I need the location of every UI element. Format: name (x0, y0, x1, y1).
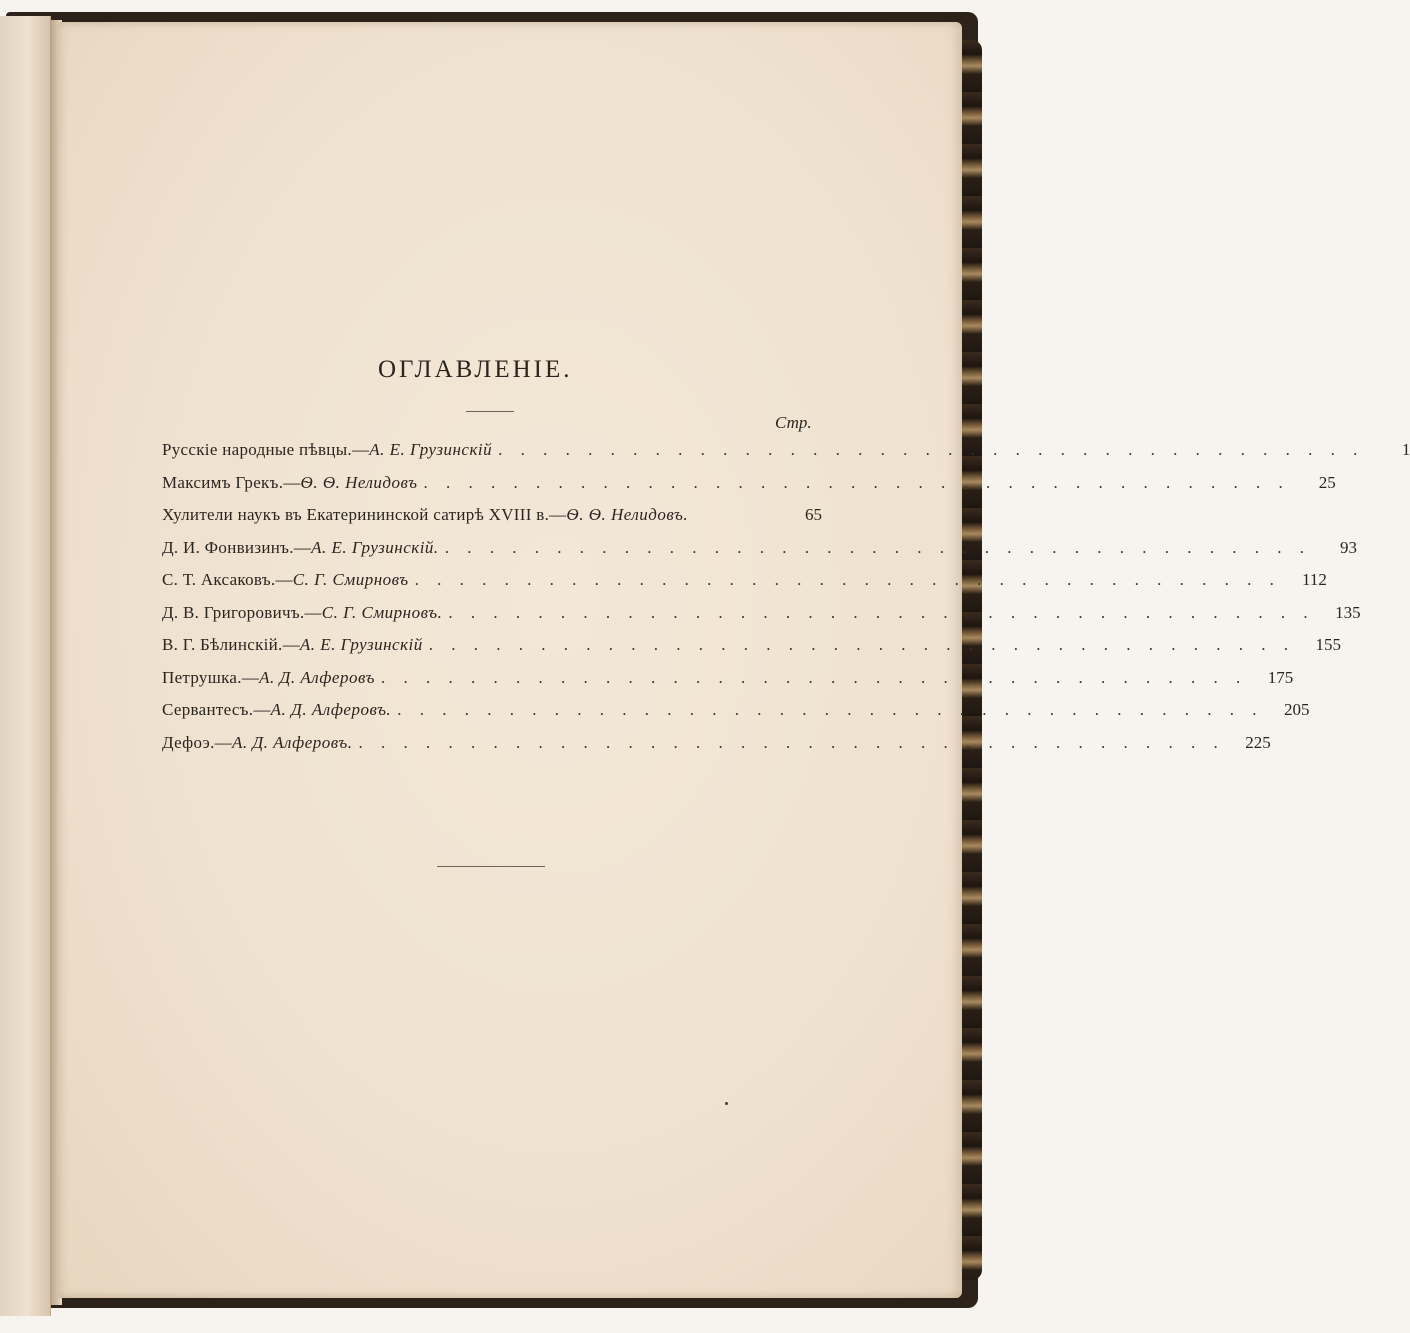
toc-entry (162, 472, 1336, 506)
toc-leader-dots: . . . . . . . . . . . . . . . . . . . . . . . . . . . . . . . . . . . . . . . (444, 537, 1311, 557)
toc-entry-author: Ѳ. Ѳ. Нелидовъ (300, 472, 418, 492)
left-page-edge (0, 16, 51, 1316)
toc-entry-page: 1 (1401, 440, 1410, 459)
toc-entry (162, 570, 1327, 603)
toc-entry-author: А. Е. Грузинскiй. (311, 537, 439, 557)
table-of-contents (162, 440, 1410, 765)
toc-entry-author: А. Е. Грузинскiй (299, 635, 423, 654)
toc-leader-dots: . . . . . . . . . . . . . . . . . . . . . . . . . . . . . . . . . . . . . . . (380, 667, 1248, 687)
heading-rule (466, 411, 514, 412)
toc-leader-dots: . . . . . . . . . . . . . . . . . . . . . . . . . . . . . . . . . . . . . . . (423, 472, 1290, 492)
toc-entry-title: Сервантесъ.— (162, 700, 271, 719)
toc-entry-title: Д. И. Фонвизинъ.— (162, 537, 312, 557)
toc-entry-author: С. Г. Смирновъ. (321, 602, 443, 622)
toc-entry-author: А. Д. Алферовъ. (270, 700, 392, 719)
paper-speck (725, 1102, 728, 1105)
toc-entry-title: Русскiе народные пѣвцы.— (162, 440, 370, 459)
toc-leader-dots: . . . . . . . . . . . . . . . . . . . . . . . . . . . . . . . . . . . . . . . (448, 602, 1315, 622)
toc-entry (162, 732, 1271, 766)
toc-entry-title: С. Т. Аксаковъ.— (162, 570, 293, 589)
toc-entry-page: 25 (1318, 472, 1336, 492)
toc-entry-title: Хулители наукъ въ Екатерининской сатирѣ XVIII в.— (162, 505, 567, 524)
toc-entry-page: 205 (1283, 700, 1310, 719)
toc-leader-dots: . . . . . . . . . . . . . . . . . . . . . . . . . . . . . . . . . . . . . . . (428, 635, 1296, 654)
toc-entry-page: 112 (1302, 570, 1327, 589)
toc-entry-page: 175 (1267, 667, 1294, 687)
toc-entry-author: А. Д. Алферовъ (259, 667, 375, 687)
toc-entry-author: А. Д. Алферовъ. (231, 732, 353, 752)
toc-entry-page: 93 (1339, 537, 1357, 557)
toc-entry-author: С. Г. Смирновъ (292, 570, 409, 589)
toc-entry-title: Петрушка.— (162, 667, 260, 687)
toc-entry (162, 635, 1342, 668)
toc-leader-dots: . . . . . . . . . . . . . . . . . . . . . . . . . . . . . . . . . . . . . . . (397, 700, 1264, 719)
toc-entry (162, 505, 822, 538)
toc-entry-page: 135 (1335, 602, 1361, 622)
toc-leader-dots: . . . . . . . . . . . . . . . . . . . . . . . . . . . . . . . . . . . . . . . (498, 440, 1365, 459)
toc-entry (162, 700, 1310, 733)
toc-leader-dots: . . . . . . . . . . . . . . . . . . . . . . . . . . . . . . . . . . . . . . . (358, 732, 1225, 752)
toc-entry-page: 155 (1315, 635, 1342, 654)
toc-entry-page: 65 (805, 505, 822, 524)
closing-rule (437, 866, 545, 867)
toc-entry-author: А. Е. Грузинскiй (369, 440, 493, 459)
toc-entry (162, 440, 1410, 473)
toc-entry (162, 537, 1357, 571)
toc-leader-dots: . . . . . . . . . . . . . . . . . . . . . . . . . . . . . . . . . . . . . . . (414, 570, 1281, 589)
toc-entry (162, 667, 1294, 701)
toc-entry (162, 602, 1361, 636)
toc-entry-title: Д. В. Григоровичъ.— (162, 602, 322, 622)
toc-entry-title: Дефоэ.— (162, 732, 232, 752)
toc-entry-author: Ѳ. Ѳ. Нелидовъ. (566, 505, 689, 524)
contents-heading: ОГЛАВЛЕНIЕ. (378, 356, 573, 383)
page-column-label: Стр. (775, 413, 812, 432)
toc-entry-title: Максимъ Грекъ.— (162, 472, 301, 492)
toc-entry-title: В. Г. Бѣлинскiй.— (162, 635, 300, 654)
toc-entry-page: 225 (1245, 732, 1271, 752)
